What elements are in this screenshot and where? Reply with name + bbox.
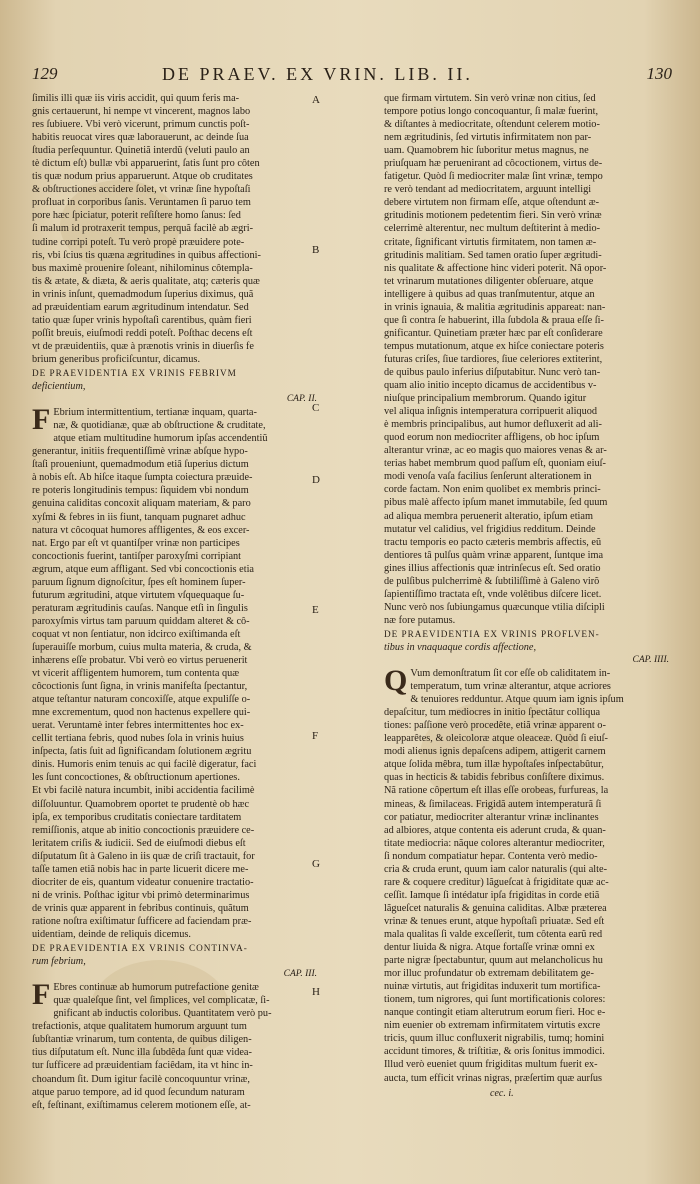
text-line: re verò tendant ad mediocritatem, arguunt intelligi (384, 184, 592, 196)
text-line: genuina caliditas concoxit aliquam materiam, & paro (32, 498, 251, 510)
margin-letter: D (312, 474, 320, 486)
text-line: diſputatum ſit à Galeno in iis quæ de criſi tractauit, for (32, 850, 255, 862)
text-line: rare & coquere creditur) lãgueſcat à frigiditate quæ ac- (384, 876, 609, 888)
text-line: alterantur vrinæ, ac eo magis quo maiores venas & ar- (384, 445, 607, 457)
text-line: gnis certauerunt, hi nempe vt vincerent, magnos labo (32, 106, 251, 118)
left-column (32, 92, 320, 1152)
text-line: gritudinis motionem pedetentim fieri. Sin verò vrinæ (384, 210, 602, 222)
text-line: tatio quæ ſuper vrinis hypoſtaſi carentibus, quàm fieri (32, 314, 252, 326)
text-line: quas in hecticis & tabidis febribus conſiſtere diximus. (384, 772, 605, 784)
chapter-label: CAP. II. (286, 394, 317, 405)
text-line: tis quæ nodum prius apparuerunt. Atque ob cruditates (32, 171, 253, 183)
text-line: vt de præuidentiis, quæ à prænotis vrinis in diuerſis fe (32, 340, 254, 352)
text-line: re poteris longitudinis tempus: ſiquidem vbi nondum (32, 485, 249, 497)
text-line: brium generibus proficiſcuntur, dicamus. (32, 353, 201, 365)
margin-letter: B (312, 244, 320, 256)
text-line: critate, ſignificant virtutis firmitatem, non tamen æ- (384, 236, 597, 248)
text-line: gnificantur. Quinetiam præter hæc par eſt conſiderare (384, 327, 603, 339)
text-line: nat. Ergo par eſt vt quantiſper vrinæ non participes (32, 537, 240, 549)
text-line: natura vt côcoquat humores affligentes, & eos excer- (32, 524, 250, 536)
text-line: cria & cruda erunt, quum iam calor naturalis (qui alte- (384, 863, 608, 875)
text-line: tè dictum eſt) bullæ vbi apparuerint, ſatis ſunt pro côten (32, 158, 260, 170)
text-line: Nã ratione côpertum eſt illas eſſe orobeas, furfureas, la (384, 785, 609, 797)
text-line: pore hæc ſpiciatur, poterit reſiſtere homo ſanus: ſed (32, 210, 241, 222)
text-line: choandum ſit. Dum igitur facilè concoquuntur vrinæ, (32, 1073, 250, 1085)
right-para-1 (384, 92, 669, 627)
text-line: inſpecta, ſatis ſuit ad ſignificandam ſolutionem ægritu (32, 746, 252, 758)
text-line: ægrum, atque eum affligant. Sed vbi concoctionis etia (32, 563, 254, 575)
text-line: côcoctionis ſunt ſigna, in vrinis manifeſta ſpectantur, (32, 681, 248, 693)
text-line: ad aliqua membra peruenerit alteratio, ipſum etiam (384, 510, 593, 522)
text-line: tricis, quum illuc confluxerit nigrabilis, tumq; homini (384, 1033, 605, 1045)
text-line: terias habet membrum quod paſſum eſt, quoniam eiuſ- (384, 458, 606, 470)
text-line: à nobis eſt. Ab hiſce itaque ſumpta coiectura præuide- (32, 472, 253, 484)
section-heading: DE PRAEVIDENTIA EX VRINIS PROFLVEN- (384, 628, 600, 639)
text-line: paroxyſmis virtus tam paruum quiddam alteret & cô- (32, 615, 250, 627)
text-line: temperatum, tum vrinæ alterantur, atque acriores (410, 681, 611, 693)
text-line: gines illius affectionis quæ intrinſecus eſt. Sed oratio (384, 562, 601, 574)
text-line: Illud verò eueniet quum frigiditas multum fuerit ex- (384, 1059, 598, 1071)
text-line: inhærens eſſe probatur. Vbi verò eo virtus peruenerit (32, 655, 248, 667)
text-line: tiones: paſſione verò procedête, etiã vrinæ apparent o- (384, 720, 606, 732)
text-line: tractu temporis eo pacto cæteris membris affectis, eũ (384, 536, 602, 548)
text-line: & diſtantes à mediocritate, oſtendunt celerem motio- (384, 119, 600, 131)
section-heading: DE PRAEVIDENTIA EX VRINIS CONTINVA- (32, 943, 248, 954)
text-line: taſſe tamen etiã nobis hac in parte licuerit dicere me- (32, 863, 249, 875)
text-line: diocriter de eis, quantum videatur conuenire tractatio- (32, 876, 254, 888)
text-line: nim euenier ob extremam infirmitatem virtutis excre (384, 1020, 601, 1032)
text-line: lãgueſcet naturalis & genuina caliditas. Albæ præterea (384, 902, 607, 914)
drop-capital: Q (384, 664, 408, 698)
left-para-1 (32, 92, 320, 366)
text-line: tempus mutationum, atque ex hiſce coniectare poteris (384, 340, 604, 352)
text-line: vrinæ & tenues erunt, atque hypoſtaſi priuatæ. Sed eſt (384, 915, 605, 927)
text-line: ni de vrinis. Poſthac igitur vbi primò determinarimus (32, 889, 250, 901)
text-line: dentiores tâ pulſus quàm vrinæ apparent, ſuntque ima (384, 549, 604, 561)
text-line: nis qualitate & affectione hinc videri poterit. Nã opor- (384, 262, 607, 274)
text-line: quæ qualeſque ſint, vel ſimplices, vel complicatæ, ſi- (53, 995, 270, 1007)
text-line: atque teſtantur naturam concoxiſſe, atque expuliſſe o- (32, 694, 251, 706)
drop-capital: F (32, 978, 51, 1012)
text-line: futuras criſes, ſiue tardiores, ſiue celeriores extiterint, (384, 353, 603, 365)
text-line: depaſcitur, tum mediocres in initio ſpectãtur colliqua (384, 707, 601, 719)
text-line: & tenuiores redduntur. Atque quum iam ignis ipſum (410, 694, 624, 706)
text-line: titate mediocria: nãque colores alterantur mediocriter, (384, 837, 605, 849)
text-line: ad præuidentiam earum ægritudinum intendatur. Sed (32, 301, 249, 313)
margin-letter: E (312, 604, 319, 616)
text-line: mineas, & ſimilaceas. Frigidã autem intemperaturã ſi (384, 798, 602, 810)
text-line: parte nigræ ſpectabuntur, quum aut melancholicus hu (384, 955, 603, 967)
chapter-label: CAP. III. (283, 969, 317, 980)
text-line: ſubſtantiæ vrinarum, tum contenta, de quibus diligen- (32, 1034, 252, 1046)
text-line: res ſubiuere. Vbi verò vicerunt, primum cunctis poſt- (32, 119, 250, 131)
text-line: uidentiam, deinde de reliquis dicemus. (32, 929, 191, 940)
text-line: Ebrium intermittentium, tertianæ inquam, quarta- (53, 407, 257, 419)
text-line: pibus malè affecto ipſum manet immutabile, ſed quum (384, 497, 608, 509)
text-line: aucta, tum efficit vrinas nigras, præſertim quæ aurſus (384, 1072, 602, 1084)
text-line: dentur liuida & nigra. Atque fortaſſe vrinæ omni ex (384, 942, 595, 954)
text-line: que ſi contra ſe habuerint, illa ſubdola & praua eſſe ſi- (384, 314, 604, 326)
text-line: de pulſibus pulcherrimè & ſubtiliſſimè à Galeno virõ (384, 575, 600, 587)
text-line: vt vicerit affligentem humorem, tum contenta quæ (32, 668, 240, 680)
text-line: concoctionis fuerint, tantiſper paroxyſmi corripiant (32, 550, 242, 562)
text-line: profluat in corporibus ſanis. Veruntamen ſi paruo tem (32, 197, 251, 209)
section-heading-sub: deficientium, (32, 381, 86, 393)
right-column (384, 92, 669, 1152)
text-line: uam. Quamobrem hic ſuboritur metus magnus, ne (384, 145, 589, 157)
text-line: modi venoſa vaſa facilius ſenſerunt alterationem in (384, 471, 592, 483)
text-line: intelligere à quibus ad quas tranſmutentur, atque an (384, 288, 595, 300)
text-line: paruum ſignum dignoſcitur, ſpes eſt hominem ſuper- (32, 576, 246, 588)
text-line: nanque contingit etiam alterutrum eorum fieri. Hoc e- (384, 1007, 606, 1019)
text-line: celerrimè alterentur, nec multum deſtiterint à medio- (384, 223, 601, 235)
running-title: DE PRAEV. EX VRIN. LIB. II. (162, 64, 473, 84)
text-line: tudine corripi poteſt. Tu verò propè præuidere pote- (32, 236, 245, 248)
page-number-left: 129 (32, 64, 58, 83)
text-line: Nunc verò nos ſubiungamus quæcunque vtilia diſcipli (384, 601, 605, 613)
text-line: atque etiam multitudine humorum ipſas accendentiũ (53, 433, 268, 445)
text-line: gritudinis malitiam. Sed tamen oratio ſuper ægritudi- (384, 249, 602, 261)
text-line: niuſque principalium membrorum. Quando igitur (384, 393, 587, 405)
text-line: tempore potius longo concoquantur, ſi malæ fuerint, (384, 106, 599, 118)
running-header (32, 64, 672, 86)
text-line: eſt, feſtinant, exiſtimamus celerem motionem eſſe, at- (32, 1099, 251, 1111)
text-line: fatigetur. Quòd ſi mediocriter malæ ſint vrinæ, tempo (384, 171, 603, 183)
text-line: corde factam. Non enim quolibet ex membris princi- (384, 484, 601, 496)
text-line: coquat vt non ſentiatur, non idcirco exiſtimanda eſt (32, 628, 241, 640)
page-number-right: 130 (646, 64, 672, 83)
catchword: cec. i. (490, 1088, 514, 1099)
text-line: ratione noſtra exiſtimatur ſufficere ad faciendam præ- (32, 915, 252, 927)
text-line: ipſa, ex temporibus cruditatis coniectare tarditatem (32, 811, 242, 823)
text-line: nuinæ virtutis, aut frigiditas induxerit tum mortifica- (384, 981, 601, 993)
text-line: dinis. Humoris enim tenuis ac qui facilè digeratur, faci (32, 759, 257, 771)
text-line: næ fore putamus. (384, 614, 456, 626)
left-para-2 (32, 403, 317, 941)
text-line: è membris principalibus, aut humor defluxerit ad ali- (384, 419, 602, 431)
text-line: gnificant ab inductis coloribus. Quantitatem verò pu- (53, 1008, 272, 1020)
text-line: trefactionis, atque qualitatem humorum arguunt tum (32, 1021, 247, 1033)
text-line: les ſunt concoctiones, & obſtructionum apertiones. (32, 772, 240, 784)
text-line: tur ſufficere ad præuidentiam faciêdam, ita vt hinc in- (32, 1060, 253, 1072)
text-line: atque paruo tempore, ad id quod ſecundum naturam (32, 1086, 245, 1098)
text-line: in vrinis inſunt, quemadmodum ſuperius diximus, quã (32, 288, 254, 300)
margin-letter: F (312, 730, 319, 742)
text-line: ſuperauiſſe morbum, cuius multa materia, & cruda, & (32, 641, 252, 653)
text-line: ad albiores, atque contenta eis aderunt cruda, & quan- (384, 824, 606, 836)
text-line: generantur, initiis frequentiſſimè vrinæ abſque hypo- (32, 446, 248, 458)
section-heading-sub: rum febrium, (32, 956, 86, 968)
text-line: ſapientiſſimo tractata eſt, vnde volêtibus diſcere licet. (384, 588, 602, 600)
text-line: næ, & quotidianæ, quæ ab obſtructione & cruditate, (53, 420, 266, 432)
margin-letter: G (312, 858, 320, 870)
text-line: ſi nondum compatiatur hepar. Contenta verò medio- (384, 850, 598, 862)
chapter-label: CAP. IIII. (632, 655, 669, 666)
text-line: de vrinis quæ apparent in febribus continuis, quãtum (32, 902, 249, 914)
text-line: diſſoluuntur. Quamobrem oportet te prudentè ob hæc (32, 798, 250, 810)
text-line: tet vrinarum mutationes diligenter obſeruare, atque (384, 275, 594, 287)
text-line: cor patiatur, mediocriter alterantur vrinæ inclinantes (384, 811, 599, 823)
text-line: de quibus paulo inferius diſputabitur. Nunc verò tan- (384, 366, 601, 378)
text-line: mne excrementum, quod non hactenus expellere qui- (32, 707, 251, 719)
text-line: peraturam ægritudinis cauſas. Nanque etſi in ſingulis (32, 602, 248, 614)
margin-letter: C (312, 402, 320, 414)
left-para-3 (32, 978, 317, 1111)
text-line: uerat. Veruntamè inter febres intermittentes hoc ex- (32, 720, 244, 732)
text-line: ſi malum id protraxerit tempus, perquã facilè ab ægri- (32, 223, 254, 235)
text-line: remiſſionis, atque ab initio concoctionis præuidere ce- (32, 824, 255, 836)
text-line: mor illuc profundatur ob extremam debilitatem ge- (384, 968, 594, 980)
text-line: quod eorum non mediocriter affligens, ob hoc ipſum (384, 432, 600, 444)
section-heading: DE PRAEVIDENTIA EX VRINIS FEBRIVM (32, 367, 237, 378)
margin-letter: A (312, 94, 320, 106)
text-line: xyſmi & febres in iis fiunt, tanquam pugnaret adhuc (32, 511, 246, 523)
text-line: poſſit breuis, eiuſmodi reddi poteſt. Poſthac decens eſt (32, 327, 253, 339)
text-line: modi alienus ignis depaſcens adipem, attigerit carnem (384, 746, 606, 758)
text-line: ſimilis illi quæ iis viris accidit, qui quum feris ma- (32, 93, 240, 104)
text-line: & obſtructiones accidere ſolet, vt vrinæ ſine hypoſtaſi (32, 184, 251, 196)
text-line: leapparêtes, & oleicoloræ atque oleaceæ. Quòd ſi eiuſ- (384, 733, 608, 745)
text-line: ſtaſi proueniunt, quemadmodum etiâ ſuperius dictum (32, 459, 249, 471)
text-line: leritatem criſis & iudicii. Sed de eiuſmodi diebus eſt (32, 837, 246, 849)
text-line: nem ægritudinis, ſed virtutis infirmitatem non par- (384, 132, 592, 144)
text-line: que firmam virtutem. Sin verò vrinæ non citius, ſed (384, 93, 596, 104)
text-line: Et vbi facilè natura incumbit, inibi accidentia facilimè (32, 785, 255, 797)
text-line: accidunt timores, & triſtitiæ, & oris ſonitus immodici. (384, 1046, 605, 1058)
section-heading-sub: tibus in vnaquaque cordis affectione, (384, 641, 537, 653)
margin-letter: H (312, 986, 320, 998)
text-line: atque ſolida mêbra, tum illæ hypoſtaſes inſpectabûtur, (384, 759, 604, 771)
text-line: tius diſputatum eſt. Nunc illa ſubdêda ſunt quæ videa- (32, 1047, 252, 1059)
text-line: cellit tertiana febris, quod nubes ſola in vrinis huius (32, 733, 244, 745)
text-line: tis & ætate, & diæta, & aeris qualitate, atq; cæteris quæ (32, 275, 260, 287)
text-line: vel aliqua inſignis intemperatura corripuerit aliquod (384, 406, 598, 418)
text-line: habitis reuocat vires quæ laborauerunt, ac deinde ſua (32, 132, 249, 144)
right-para-2 (384, 664, 669, 1085)
text-line: Ebres continuæ ab humorum putrefactione genitæ (53, 982, 259, 994)
text-line: mutatur vel calidius, vel frigidius redditum. Deinde (384, 523, 596, 535)
text-line: debere virtutem non firmam eſſe, atque oſtendunt æ- (384, 197, 600, 209)
text-line: tionem, tum nigrores, qui ſunt mortificationis colores: (384, 994, 606, 1006)
text-line: Vum demonſtratum ſit cor eſſe ob caliditatem in- (410, 668, 611, 680)
text-line: in vrinis ignauia, & malitia ægritudinis appareat: nan- (384, 301, 606, 313)
text-line: quam alio initio incepto dicamus de accidentibus v- (384, 380, 597, 392)
text-line: futurum ægritudini, atque virtutem vſquequaque ſu- (32, 589, 245, 601)
text-line: mala qualitas ſi valde exceſſerit, tum côtenta earũ red (384, 929, 603, 940)
text-line: ris, vbi ſcius tis quæna ægritudines in quibus affectioni- (32, 249, 261, 261)
text-line: ſtudia perſequuntur. Quinetiã interdũ (veluti paulo an (32, 145, 250, 157)
text-line: bus maximè prouenire ſoleant, nihilominus côtempla- (32, 262, 253, 274)
text-line: ceſſit. Iamque ſi intédatur ipſa frigiditas in corde etiã (384, 889, 600, 901)
text-line: priuſquam hæ peruenirant ad côcoctionem, virtus de- (384, 158, 603, 170)
drop-capital: F (32, 403, 51, 437)
